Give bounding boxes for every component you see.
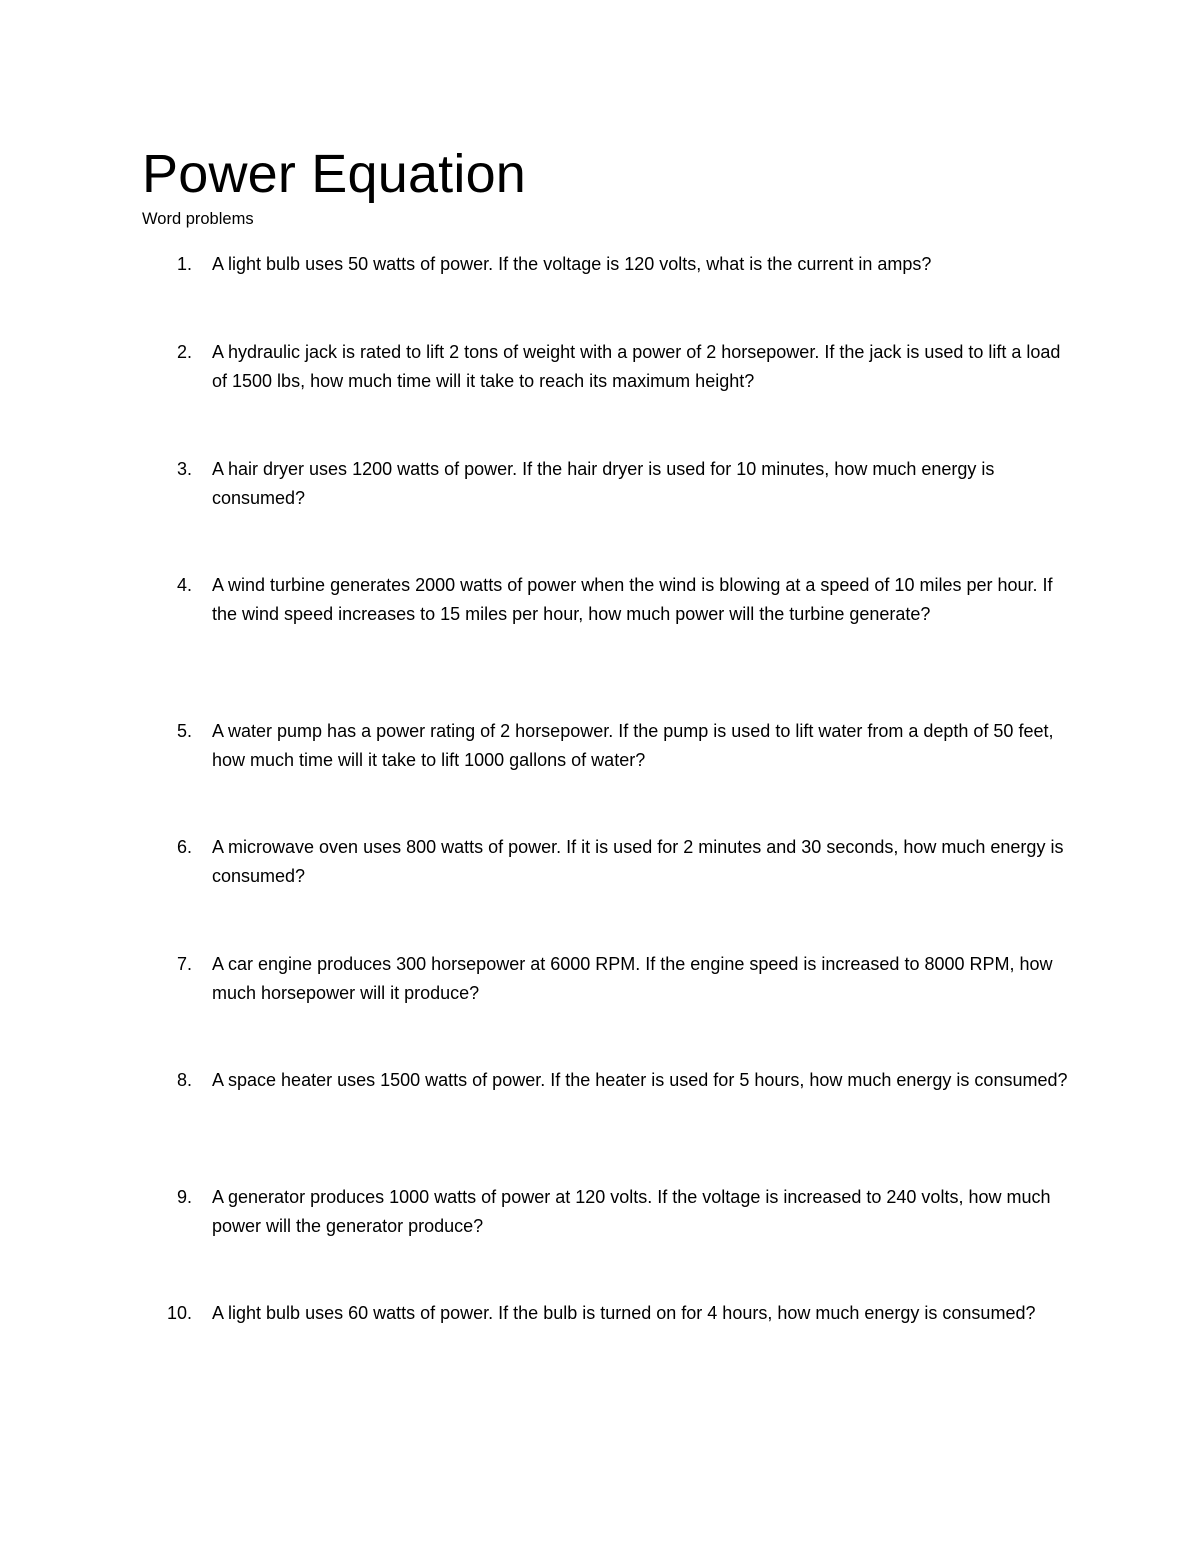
problem-text: A car engine produces 300 horsepower at 6000 RPM. If the engine speed is increased to 8000 RPM, how much horsepower will it produce? xyxy=(212,954,1053,1003)
problem-number: 6. xyxy=(176,837,192,857)
problem-text: A light bulb uses 60 watts of power. If the bulb is turned on for 4 hours, how much energy is consumed? xyxy=(212,1303,1036,1323)
problem-number: 3. xyxy=(176,459,192,479)
problem-number: 1. xyxy=(176,254,192,274)
problem-number: 10. xyxy=(166,1303,192,1323)
problem-number: 2. xyxy=(176,342,192,362)
problem-number: 4. xyxy=(176,575,192,595)
problem-text: A light bulb uses 50 watts of power. If the voltage is 120 volts, what is the current in amps? xyxy=(212,254,932,274)
problem-number: 7. xyxy=(176,954,192,974)
problem-number: 8. xyxy=(176,1070,192,1090)
problem-text: A hydraulic jack is rated to lift 2 tons of weight with a power of 2 horsepower. If the jack is used to lift a load of 1500 lbs, how much time will it take to reach its maximum height? xyxy=(212,342,1061,391)
problem-text: A space heater uses 1500 watts of power. If the heater is used for 5 hours, how much energy is consumed? xyxy=(212,1070,1068,1090)
problem-text: A generator produces 1000 watts of power at 120 volts. If the voltage is increased to 240 volts, how much power will the generator produce? xyxy=(212,1187,1051,1236)
problem-number: 5. xyxy=(176,721,192,741)
problem-text: A water pump has a power rating of 2 horsepower. If the pump is used to lift water from a depth of 50 feet, how much time will it take to lift 1000 gallons of water? xyxy=(212,721,1054,770)
page-subtitle: Word problems xyxy=(142,210,254,228)
problem-number: 9. xyxy=(176,1187,192,1207)
problem-text: A wind turbine generates 2000 watts of power when the wind is blowing at a speed of 10 miles per hour. If the wind speed increases to 15 miles per hour, how much power will the turbine generate? xyxy=(212,575,1053,624)
problem-text: A hair dryer uses 1200 watts of power. If the hair dryer is used for 10 minutes, how much energy is consumed? xyxy=(212,459,995,508)
page-title: Power Equation xyxy=(142,144,527,204)
problem-text: A microwave oven uses 800 watts of power. If it is used for 2 minutes and 30 seconds, how much energy is consumed? xyxy=(212,837,1064,886)
